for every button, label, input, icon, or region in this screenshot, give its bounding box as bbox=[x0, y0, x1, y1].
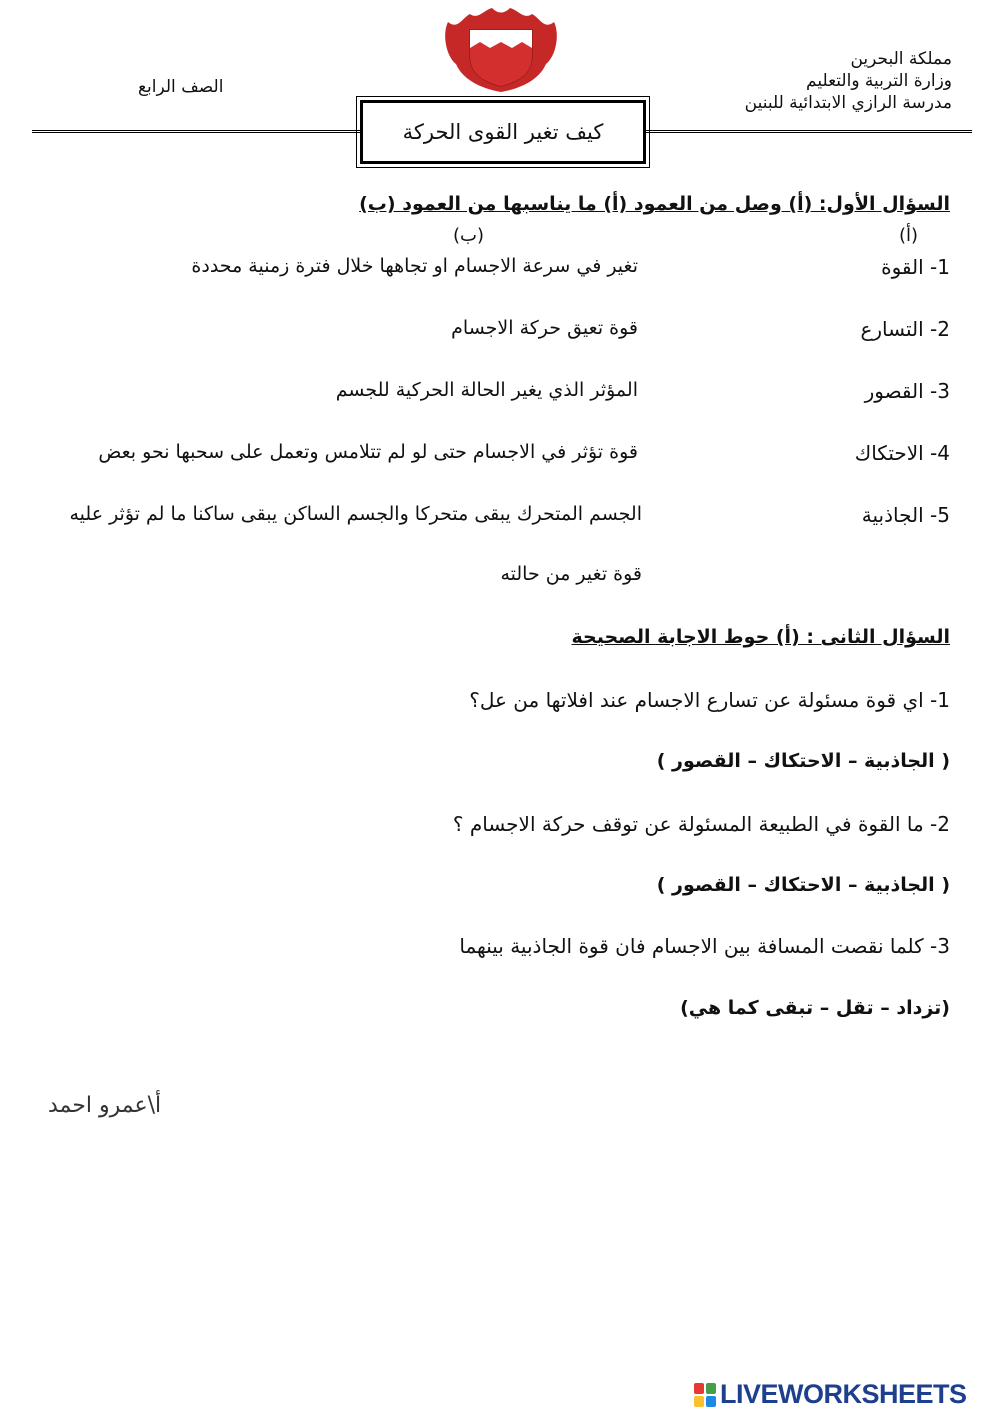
q1-definition-3: المؤثر الذي يغير الحالة الحركية للجسم bbox=[335, 379, 638, 401]
column-a-header: (أ) bbox=[898, 225, 918, 246]
q1-term-3: 3- القصور bbox=[864, 379, 950, 403]
worksheet-title: كيف تغير القوى الحركة bbox=[360, 100, 646, 164]
q1-definition-5: الجسم المتحرك يبقى متحركا والجسم الساكن يبقى ساكنا ما لم تؤثر عليه bbox=[69, 503, 642, 525]
q1-term-1: 1- القوة bbox=[881, 255, 950, 279]
country-name: مملكة البحرين bbox=[850, 49, 952, 69]
q2-options-2[interactable]: ( الجاذبية – الاحتكاك – القصور ) bbox=[656, 874, 950, 896]
grade-label: الصف الرابع bbox=[138, 77, 224, 97]
q2-question-3: 3- كلما نقصت المسافة بين الاجسام فان قوة الجاذبية بينهما bbox=[459, 934, 950, 958]
school-info bbox=[745, 48, 952, 114]
liveworksheets-logo-icon bbox=[694, 1383, 716, 1407]
column-b-header: (ب) bbox=[453, 225, 484, 246]
q2-options-3[interactable]: (تزداد – تقل – تبقى كما هي) bbox=[680, 997, 950, 1019]
school-name: مدرسة الرازي الابتدائية للبنين bbox=[744, 93, 952, 113]
liveworksheets-logo[interactable] bbox=[694, 1379, 967, 1410]
q1-definition-4: قوة تؤثر في الاجسام حتى لو لم تتلامس وتعمل على سحبها نحو بعض bbox=[98, 441, 638, 463]
q2-question-2: 2- ما القوة في الطبيعة المسئولة عن توقف حركة الاجسام ؟ bbox=[452, 812, 950, 836]
bahrain-emblem-icon bbox=[440, 4, 562, 96]
q2-question-1: 1- اي قوة مسئولة عن تسارع الاجسام عند افلاتها من عل؟ bbox=[469, 688, 950, 712]
liveworksheets-brand-name: LIVEWORKSHEETS bbox=[720, 1379, 967, 1409]
q2-heading: السؤال الثانى : (أ) حوط الاجابة الصحيحة bbox=[571, 626, 950, 648]
q1-heading: السؤال الأول: (أ) وصل من العمود (أ) ما يناسبها من العمود (ب) bbox=[359, 193, 950, 215]
q1-term-4: 4- الاحتكاك bbox=[854, 441, 950, 465]
teacher-signature: أ\عمرو احمد bbox=[48, 1093, 162, 1118]
q1-definition-2: قوة تعيق حركة الاجسام bbox=[451, 317, 638, 339]
q1-definition-1: تغير في سرعة الاجسام او تجاهها خلال فترة زمنية محددة bbox=[191, 255, 638, 277]
q1-definition-5-continuation: قوة تغير من حالته bbox=[500, 563, 642, 585]
q1-term-5: 5- الجاذبية bbox=[861, 503, 950, 527]
ministry-name: وزارة التربية والتعليم bbox=[806, 71, 952, 91]
q2-options-1[interactable]: ( الجاذبية – الاحتكاك – القصور ) bbox=[656, 750, 950, 772]
q1-term-2: 2- التسارع bbox=[860, 317, 950, 341]
